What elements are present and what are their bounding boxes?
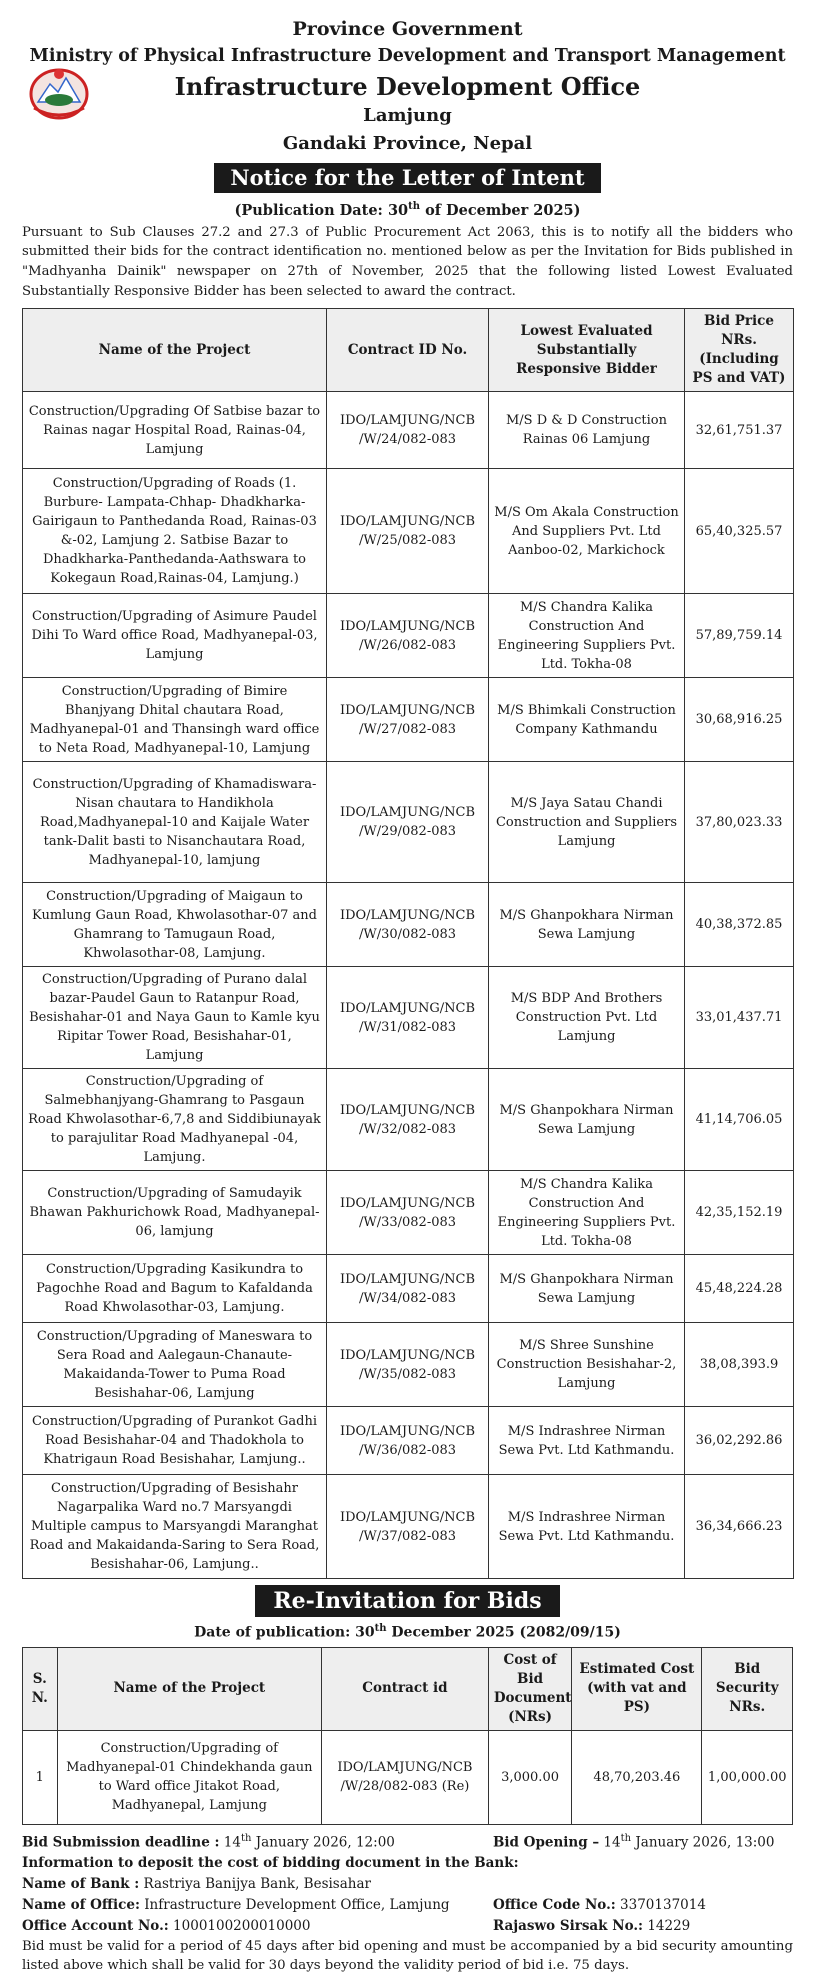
- sn-cell: 1: [23, 1730, 58, 1824]
- bid-price-cell: 42,35,152.19: [685, 1171, 794, 1255]
- office-name: Name of Office: Infrastructure Development Office, Lamjung: [22, 1897, 450, 1914]
- reinvite-table-header: [23, 1647, 793, 1730]
- contract-id-cell: IDO/LAMJUNG/NCB /W/32/082-083: [327, 1069, 489, 1171]
- project-name-cell: Construction/Upgrading of Purankot Gadhi Road Besishahar-04 and Thadokhola to Khatrigaun Road Besishahar, Lamjung..: [23, 1407, 327, 1475]
- bid-price-cell: 36,02,292.86: [685, 1407, 794, 1475]
- intro-paragraph: Pursuant to Sub Clauses 27.2 and 27.3 of Public Procurement Act 2063, this is to notify all the bidders who submitted their bids for the contract identification no. mentioned below as per the Invitation for Bids published in "Madhyanha Dainik" newspaper on 27th of November, 2025 that the following listed Lowest Evaluated Substantially Responsive Bidder has been selected to award the contract.: [22, 224, 793, 299]
- reinvite-table: [22, 1647, 793, 1825]
- bid-price-cell: 36,34,666.23: [685, 1475, 794, 1579]
- table-row: [23, 469, 794, 594]
- table-row: [23, 594, 794, 678]
- col-contract-id: Contract ID No.: [327, 309, 489, 392]
- project-name-cell: Construction/Upgrading of Bimire Bhanjyang Dhital chautara Road, Madhyanepal-01 and Thansingh ward office to Neta Road, Madhyanepal-10, Lamjung: [23, 678, 327, 762]
- nepal-emblem-icon: [28, 62, 90, 122]
- validity-footer: Bid must be valid for a period of 45 days after bid opening and must be accompanied by a bid security amounting listed above which shall be valid for 30 days beyond the validity period of bid i.e. 75 days.: [22, 1939, 793, 1974]
- bidder-cell: M/S Ghanpokhara Nirman Sewa Lamjung: [489, 1069, 685, 1171]
- bid-price-cell: 45,48,224.28: [685, 1255, 794, 1323]
- bidder-cell: M/S Shree Sunshine Construction Besishahar-2, Lamjung: [489, 1323, 685, 1407]
- bid-opening: Bid Opening – 14th January 2026, 13:00: [493, 1832, 775, 1851]
- bidder-cell: M/S Indrashree Nirman Sewa Pvt. Ltd Kathmandu.: [489, 1475, 685, 1579]
- contract-id-cell: IDO/LAMJUNG/NCB /W/37/082-083: [327, 1475, 489, 1579]
- project-name-cell: Construction/Upgrading of Madhyanepal-01 Chindekhanda gaun to Ward office Jitakot Road, Madhyanepal, Lamjung: [57, 1730, 321, 1824]
- bidder-cell: M/S Om Akala Construction And Suppliers Pvt. Ltd Aanboo-02, Markichock: [489, 469, 685, 594]
- col-contract: Contract id: [322, 1647, 489, 1730]
- contract-id-cell: IDO/LAMJUNG/NCB /W/28/082-083 (Re): [322, 1730, 489, 1824]
- bid-price-cell: 41,14,706.05: [685, 1069, 794, 1171]
- col-bidder: Lowest Evaluated Substantially Responsive Bidder: [489, 309, 685, 392]
- table-row: [23, 1475, 794, 1579]
- project-name-cell: Construction/Upgrading of Salmebhanjyang-Ghamrang to Pasgaun Road Khwolasothar-6,7,8 and Siddibiunayak to parajulitar Road Madhyanepal -04, Lamjung.: [23, 1069, 327, 1171]
- table-row: [23, 1171, 794, 1255]
- deadline-line: [22, 1828, 793, 1854]
- project-name-cell: Construction/Upgrading of Besishahr Nagarpalika Ward no.7 Marsyangdi Multiple campus to Marsyangdi Maranghat Road and Makaidanda-Saring to Sera Road, Besishahar-06, Lamjung..: [23, 1475, 327, 1579]
- contract-id-cell: IDO/LAMJUNG/NCB /W/30/082-083: [327, 883, 489, 967]
- project-name-cell: Construction/Upgrading of Maneswara to Sera Road and Aalegaun-Chanaute-Makaidanda-Tower to Puma Road Besishahar-06, Lamjung: [23, 1323, 327, 1407]
- province-title: Province Government: [292, 18, 523, 40]
- loi-table-header: [23, 309, 794, 392]
- bidder-cell: M/S Ghanpokhara Nirman Sewa Lamjung: [489, 1255, 685, 1323]
- table-row: [23, 1255, 794, 1323]
- deposit-info: Information to deposit the cost of bidding document in the Bank:: [22, 1855, 519, 1872]
- bid-price-cell: 57,89,759.14: [685, 594, 794, 678]
- office-title: Infrastructure Development Office: [174, 72, 641, 101]
- project-name-cell: Construction/Upgrading Kasikundra to Pagochhe Road and Bagum to Kafaldanda Road Khwolasothar-03, Lamjung.: [23, 1255, 327, 1323]
- contract-id-cell: IDO/LAMJUNG/NCB /W/35/082-083: [327, 1323, 489, 1407]
- office-line: [22, 1895, 793, 1916]
- contract-id-cell: IDO/LAMJUNG/NCB /W/24/082-083: [327, 392, 489, 469]
- reinvite-banner-wrap: [22, 1585, 793, 1617]
- district-title: Lamjung: [363, 105, 452, 126]
- contract-id-cell: IDO/LAMJUNG/NCB /W/33/082-083: [327, 1171, 489, 1255]
- col-bid-price: Bid Price NRs. (Including PS and VAT): [685, 309, 794, 392]
- submission-deadline: Bid Submission deadline : 14th January 2026, 12:00: [22, 1832, 395, 1851]
- col-estimated-cost: Estimated Cost (with vat and PS): [572, 1647, 702, 1730]
- table-row: [23, 1069, 794, 1171]
- project-name-cell: Construction/Upgrading of Purano dalal bazar-Paudel Gaun to Ratanpur Road, Besishahar-01 and Naya Gaun to Kamle kyu Ripitar Tower Road, Besishahar-01, Lamjung: [23, 967, 327, 1069]
- table-row: [23, 1323, 794, 1407]
- bid-details: [22, 1828, 793, 1975]
- table-row: [23, 967, 794, 1069]
- bidder-cell: M/S Jaya Satau Chandi Construction and Suppliers Lamjung: [489, 762, 685, 883]
- col-doc-cost: Cost of Bid Document (NRs): [488, 1647, 571, 1730]
- contract-id-cell: IDO/LAMJUNG/NCB /W/26/082-083: [327, 594, 489, 678]
- bidder-cell: M/S Chandra Kalika Construction And Engineering Suppliers Pvt. Ltd. Tokha-08: [489, 1171, 685, 1255]
- bidder-cell: M/S Chandra Kalika Construction And Engineering Suppliers Pvt. Ltd. Tokha-08: [489, 594, 685, 678]
- table-row: [23, 1407, 794, 1475]
- loi-table: [22, 308, 794, 1579]
- contract-id-cell: IDO/LAMJUNG/NCB /W/36/082-083: [327, 1407, 489, 1475]
- office-account: Office Account No.: 1000100200010000: [22, 1918, 311, 1935]
- publication-date: (Publication Date: 30th of December 2025): [234, 201, 581, 219]
- bidder-cell: M/S Bhimkali Construction Company Kathmandu: [489, 678, 685, 762]
- bid-price-cell: 37,80,023.33: [685, 762, 794, 883]
- estimated-cost-cell: 48,70,203.46: [572, 1730, 702, 1824]
- table-row: [23, 1730, 793, 1824]
- contract-id-cell: IDO/LAMJUNG/NCB /W/34/082-083: [327, 1255, 489, 1323]
- project-name-cell: Construction/Upgrading of Samudayik Bhawan Pakhurichowk Road, Madhyanepal-06, lamjung: [23, 1171, 327, 1255]
- bidder-cell: M/S BDP And Brothers Construction Pvt. Ltd Lamjung: [489, 967, 685, 1069]
- bid-price-cell: 40,38,372.85: [685, 883, 794, 967]
- table-row: [23, 762, 794, 883]
- project-name-cell: Construction/Upgrading Of Satbise bazar to Rainas nagar Hospital Road, Rainas-04, Lamjung: [23, 392, 327, 469]
- table-row: [23, 678, 794, 762]
- bid-price-cell: 33,01,437.71: [685, 967, 794, 1069]
- bid-security-cell: 1,00,000.00: [702, 1730, 793, 1824]
- col-bid-security: Bid Security NRs.: [702, 1647, 793, 1730]
- ministry-title: Ministry of Physical Infrastructure Development and Transport Management: [29, 46, 786, 66]
- bid-price-cell: 30,68,916.25: [685, 678, 794, 762]
- col-project: Name of the Project: [23, 309, 327, 392]
- contract-id-cell: IDO/LAMJUNG/NCB /W/25/082-083: [327, 469, 489, 594]
- bid-price-cell: 38,08,393.9: [685, 1323, 794, 1407]
- reinvite-banner: Re-Invitation for Bids: [255, 1585, 559, 1617]
- office-code: Office Code No.: 3370137014: [493, 1897, 706, 1914]
- bidder-cell: M/S D & D Construction Rainas 06 Lamjung: [489, 392, 685, 469]
- bid-price-cell: 65,40,325.57: [685, 469, 794, 594]
- bank-name: Name of Bank : Rastriya Banijya Bank, Besisahar: [22, 1876, 371, 1893]
- contract-id-cell: IDO/LAMJUNG/NCB /W/27/082-083: [327, 678, 489, 762]
- contract-id-cell: IDO/LAMJUNG/NCB /W/31/082-083: [327, 967, 489, 1069]
- project-name-cell: Construction/Upgrading of Maigaun to Kumlung Gaun Road, Khwolasothar-07 and Ghamrang to Tamugaun Road, Khwolasothar-08, Lamjung.: [23, 883, 327, 967]
- project-name-cell: Construction/Upgrading of Roads (1. Burbure- Lampata-Chhap- Dhadkharka-Gairigaun to Panthedanda Road, Rainas-03 &-02, Lamjung 2. Satbise Bazar to Dhadkharka-Panthedanda-Aathswara to Kokegaun Road,Rainas-04, Lamjung.): [23, 469, 327, 594]
- province-location: Gandaki Province, Nepal: [282, 133, 533, 154]
- bidder-cell: M/S Ghanpokhara Nirman Sewa Lamjung: [489, 883, 685, 967]
- col-project-name: Name of the Project: [57, 1647, 321, 1730]
- reinvite-date: Date of publication: 30th December 2025 (2082/09/15): [194, 1623, 621, 1641]
- table-row: [23, 883, 794, 967]
- project-name-cell: Construction/Upgrading of Khamadiswara-Nisan chautara to Handikhola Road,Madhyanepal-10 and Kaijale Water tank-Dalit basti to Nisanchautara Road, Madhyanepal-10, lamjung: [23, 762, 327, 883]
- notice-banner: Notice for the Letter of Intent: [214, 163, 600, 193]
- contract-id-cell: IDO/LAMJUNG/NCB /W/29/082-083: [327, 762, 489, 883]
- table-row: [23, 392, 794, 469]
- bidder-cell: M/S Indrashree Nirman Sewa Pvt. Ltd Kathmandu.: [489, 1407, 685, 1475]
- doc-cost-cell: 3,000.00: [488, 1730, 571, 1824]
- header: [22, 0, 793, 193]
- project-name-cell: Construction/Upgrading of Asimure Paudel Dihi To Ward office Road, Madhyanepal-03, Lamjung: [23, 594, 327, 678]
- rajaswo-sirsak: Rajaswo Sirsak No.: 14229: [493, 1918, 691, 1935]
- account-line: [22, 1916, 793, 1937]
- bid-price-cell: 32,61,751.37: [685, 392, 794, 469]
- col-sn: S. N.: [23, 1647, 58, 1730]
